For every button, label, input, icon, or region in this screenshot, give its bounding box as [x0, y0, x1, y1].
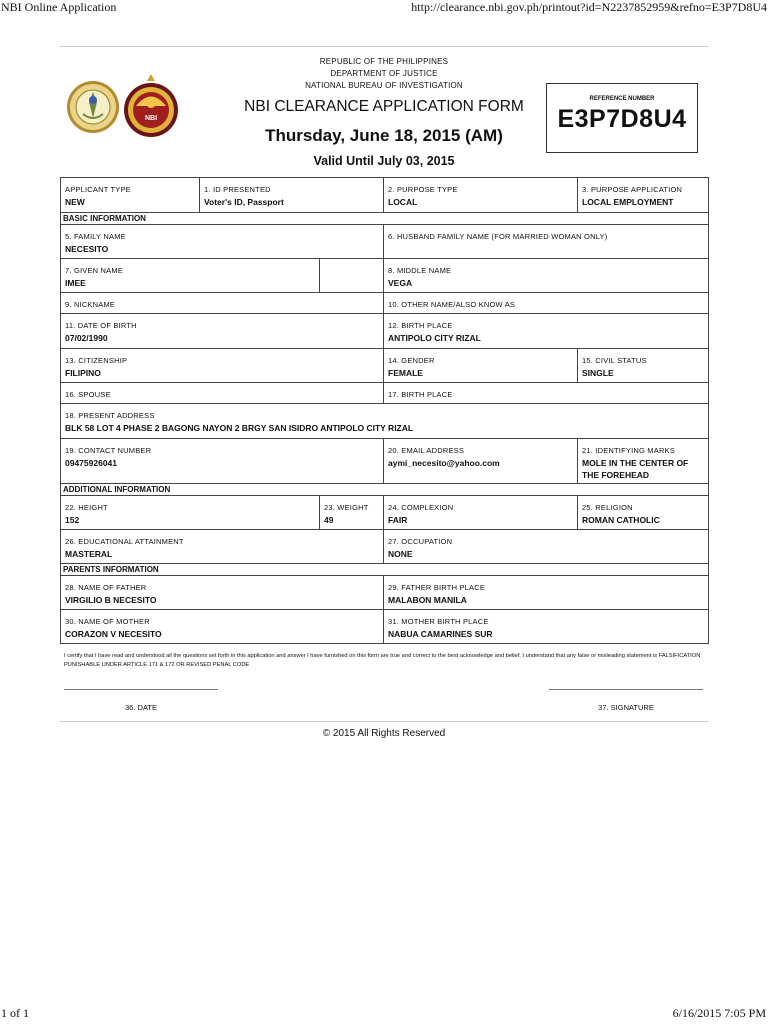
bureau-line: NATIONAL BUREAU OF INVESTIGATION	[305, 81, 463, 90]
reference-number: E3P7D8U4	[557, 105, 687, 133]
husband-family-name-cell: 6. HUSBAND FAMILY NAME (FOR MARRIED WOMAN ONLY)	[384, 225, 709, 259]
nickname-cell: 9. NICKNAME	[61, 293, 384, 314]
department-line: DEPARTMENT OF JUSTICE	[330, 69, 438, 78]
date-of-birth-cell: 11. DATE OF BIRTH 07/02/1990	[61, 314, 384, 349]
gender-cell: 14. GENDER FEMALE	[384, 349, 578, 383]
application-form-table	[60, 177, 709, 644]
blank-cell	[320, 259, 384, 293]
table-row	[61, 576, 709, 610]
table-row	[61, 530, 709, 564]
applicant-type-value: NEW	[65, 197, 85, 207]
table-row	[61, 178, 709, 213]
page-count: 1 of 1	[1, 1006, 29, 1020]
spouse-birth-place-cell: 17. BIRTH PLACE	[384, 383, 709, 404]
bottom-divider	[60, 721, 708, 722]
education-cell: 26. EDUCATIONAL ATTAINMENT MASTERAL	[61, 530, 384, 564]
father-name-cell: 28. NAME OF FATHER VIRGILIO B NECESITO	[61, 576, 384, 610]
page-url: http://clearance.nbi.gov.ph/printout?id=N2237852959&refno=E3P7D8U4	[411, 0, 767, 14]
date-line	[64, 689, 218, 690]
purpose-type-cell: 2. PURPOSE TYPE LOCAL	[384, 178, 578, 213]
religion-cell: 25. RELIGION ROMAN CATHOLIC	[578, 496, 709, 530]
page-title: NBI Online Application	[1, 0, 117, 14]
middle-name-cell: 8. MIDDLE NAME VEGA	[384, 259, 709, 293]
father-birth-place-cell: 29. FATHER BIRTH PLACE MALABON MANILA	[384, 576, 709, 610]
occupation-cell: 27. OCCUPATION NONE	[384, 530, 709, 564]
section-additional-information: ADDITIONAL INFORMATION	[61, 484, 709, 496]
certification-statement: I certify that I have read and understood all the questions set forth in this application and answer I have furnished on this form are true and correct to the best acknowledge and belief. I understand that any false or misleading statement is FALSIFICATION PUNISHABLE UNDER ARTICLE 171 & 172 OR REVISED PENAL CODE	[64, 653, 701, 668]
complexion-cell: 24. COMPLEXION FAIR	[384, 496, 578, 530]
form-title: NBI CLEARANCE APPLICATION FORM	[244, 98, 524, 115]
table-row	[61, 404, 709, 439]
email-cell: 20. EMAIL ADDRESS aymi_necesito@yahoo.com	[384, 439, 578, 484]
other-name-cell: 10. OTHER NAME/ALSO KNOW AS	[384, 293, 709, 314]
print-header	[0, 0, 768, 16]
printed-at: 6/16/2015 7:05 PM	[672, 1006, 766, 1020]
nbi-seal-text: NBI	[144, 115, 158, 122]
weight-cell: 23. WEIGHT 49	[320, 496, 384, 530]
spouse-cell: 16. SPOUSE	[61, 383, 384, 404]
table-row	[61, 293, 709, 314]
mother-name-cell: 30. NAME OF MOTHER CORAZON V NECESITO	[61, 610, 384, 644]
purpose-type-value: LOCAL	[388, 197, 418, 207]
civil-status-cell: 15. CIVIL STATUS SINGLE	[578, 349, 709, 383]
present-address-cell: 18. PRESENT ADDRESS BLK 58 LOT 4 PHASE 2 BAGONG NAYON 2 BRGY SAN ISIDRO ANTIPOLO CITY RIZAL	[61, 404, 709, 439]
id-presented-cell: 1. ID PRESENTED Voter's ID, Passport	[200, 178, 384, 213]
section-row	[61, 213, 709, 225]
given-name-cell: 7. GIVEN NAME IMEE	[61, 259, 320, 293]
table-row	[61, 610, 709, 644]
contact-number-cell: 19. CONTACT NUMBER 09475926041	[61, 439, 384, 484]
section-row	[61, 484, 709, 496]
section-basic-information: BASIC INFORMATION	[61, 213, 709, 225]
birth-place-cell: 12. BIRTH PLACE ANTIPOLO CITY RIZAL	[384, 314, 709, 349]
table-row	[61, 439, 709, 484]
section-parents-information: PARENTS INFORMATION	[61, 564, 709, 576]
republic-line: REPUBLIC OF THE PHILIPPINES	[319, 57, 449, 66]
reference-box	[546, 83, 698, 153]
family-name-cell: 5. FAMILY NAME NECESITO	[61, 225, 384, 259]
reference-label: REFERENCE NUMBER	[589, 96, 655, 102]
valid-until: Valid Until July 03, 2015	[313, 154, 455, 168]
mother-birth-place-cell: 31. MOTHER BIRTH PLACE NABUA CAMARINES SUR	[384, 610, 709, 644]
purpose-application-cell: 3. PURPOSE APPLICATION LOCAL EMPLOYMENT	[578, 178, 709, 213]
identifying-marks-cell: 21. IDENTIFYING MARKS MOLE IN THE CENTER OF THE FOREHEAD	[578, 439, 709, 484]
print-footer	[0, 1006, 768, 1022]
table-row	[61, 349, 709, 383]
height-cell: 22. HEIGHT 152	[61, 496, 320, 530]
signature-label: 37. SIGNATURE	[598, 703, 654, 712]
date-label: 36. DATE	[125, 703, 157, 712]
table-row	[61, 383, 709, 404]
table-row	[61, 225, 709, 259]
applicant-type-cell: APPLICANT TYPE NEW	[61, 178, 200, 213]
section-row	[61, 564, 709, 576]
appointment-schedule: Thursday, June 18, 2015 (AM)	[265, 126, 503, 145]
table-row	[61, 259, 709, 293]
citizenship-cell: 13. CITIZENSHIP FILIPINO	[61, 349, 384, 383]
id-presented-value: Voter's ID, Passport	[204, 197, 284, 207]
table-row	[61, 314, 709, 349]
signature-line	[549, 689, 703, 690]
purpose-application-value: LOCAL EMPLOYMENT	[582, 197, 674, 207]
top-divider	[60, 46, 708, 47]
table-row	[61, 496, 709, 530]
copyright: © 2015 All Rights Reserved	[322, 728, 446, 739]
